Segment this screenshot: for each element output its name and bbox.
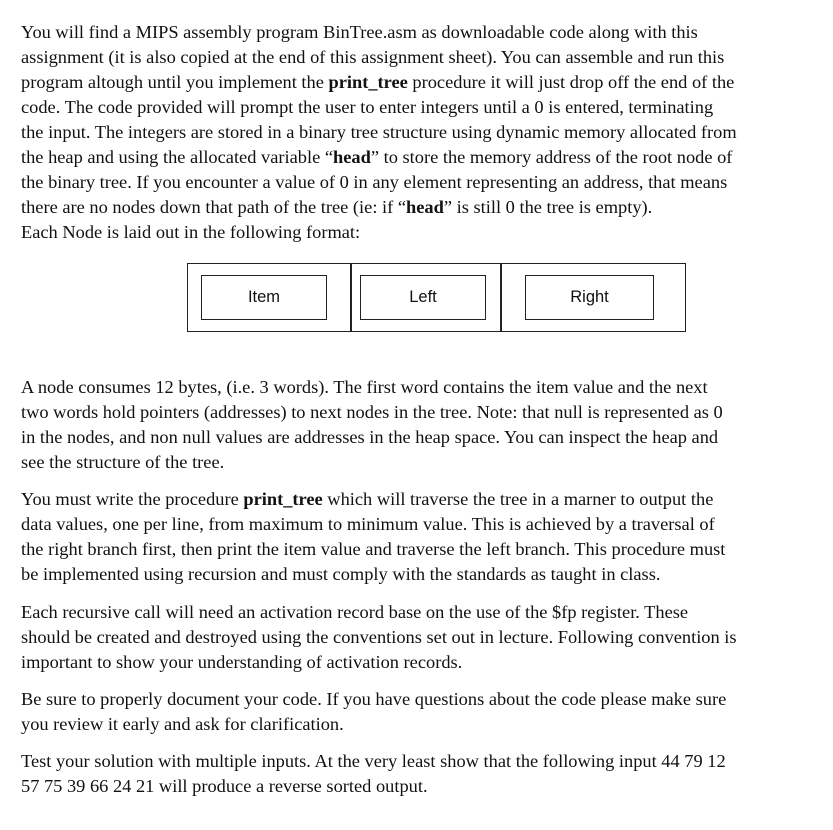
- p6-line-1: Test your solution with multiple inputs. At the very least show that the following input 44 79 12: [21, 751, 726, 771]
- p1-line-3-text-a: program altough until you implement the: [21, 72, 329, 92]
- p1-line-9: Each Node is laid out in the following format:: [21, 222, 361, 242]
- p2-line-1: A node consumes 12 bytes, (i.e. 3 words). The first word contains the item value and the next: [21, 377, 708, 397]
- print-tree-keyword: print_tree: [243, 489, 323, 509]
- p5-line-1: Be sure to properly document your code. If you have questions about the code please make sure: [21, 689, 727, 709]
- p1-line-3: [21, 73, 734, 91]
- head-keyword: head: [333, 147, 371, 167]
- head-keyword: head: [406, 197, 444, 217]
- p3-line-1-text-c: which will traverse the tree in a marner to output the: [322, 489, 714, 509]
- node-layout-diagram: [187, 263, 686, 335]
- p4-line-1: Each recursive call will need an activation record base on the use of the $fp register. These: [21, 602, 689, 622]
- print-tree-keyword: print_tree: [328, 72, 408, 92]
- item-cell: [187, 263, 352, 332]
- p1-line-4: code. The code provided will prompt the user to enter integers until a 0 is entered, terminating: [21, 97, 714, 117]
- p1-line-1: You will find a MIPS assembly program BinTree.asm as downloadable code along with this: [21, 22, 698, 42]
- p1-line-2: assignment (it is also copied at the end of this assignment sheet). You can assemble and run this: [21, 47, 725, 67]
- p2-line-4: see the structure of the tree.: [21, 452, 225, 472]
- p4-line-3: important to show your understanding of activation records.: [21, 652, 463, 672]
- right-label: Right: [525, 275, 654, 320]
- p1-line-5: the input. The integers are stored in a binary tree structure using dynamic memory allocated from: [21, 122, 737, 142]
- p1-line-6-text-c: ” to store the memory address of the root node of: [370, 147, 733, 167]
- p1-line-8-text-a: there are no nodes down that path of the tree (ie: if “: [21, 197, 407, 217]
- p1-line-7: the binary tree. If you encounter a value of 0 in any element representing an address, that means: [21, 172, 728, 192]
- p4-line-2: should be created and destroyed using the conventions set out in lecture. Following convention is: [21, 627, 737, 647]
- p3-line-1: [21, 490, 713, 508]
- p3-line-3: the right branch first, then print the item value and traverse the left branch. This procedure must: [21, 539, 726, 559]
- left-cell: [350, 263, 502, 332]
- p1-line-6-text-a: the heap and using the allocated variable “: [21, 147, 333, 167]
- p3-line-4: be implemented using recursion and must comply with the standards as taught in class.: [21, 564, 661, 584]
- right-cell: [500, 263, 686, 332]
- item-label: Item: [201, 275, 327, 320]
- p5-line-2: you review it early and ask for clarification.: [21, 714, 344, 734]
- p1-line-8-text-c: ” is still 0 the tree is empty).: [443, 197, 653, 217]
- p3-line-1-text-a: You must write the procedure: [21, 489, 244, 509]
- p6-line-2: 57 75 39 66 24 21 will produce a reverse sorted output.: [21, 776, 428, 796]
- p1-line-6: [21, 148, 732, 166]
- p1-line-3-text-c: procedure it will just drop off the end of the: [407, 72, 735, 92]
- p1-line-8: [21, 198, 652, 216]
- p2-line-3: in the nodes, and non null values are addresses in the heap space. You can inspect the heap and: [21, 427, 719, 447]
- p3-line-2: data values, one per line, from maximum to minimum value. This is achieved by a traversal of: [21, 514, 715, 534]
- p2-line-2: two words hold pointers (addresses) to next nodes in the tree. Note: that null is represented as 0: [21, 402, 723, 422]
- left-label: Left: [360, 275, 486, 320]
